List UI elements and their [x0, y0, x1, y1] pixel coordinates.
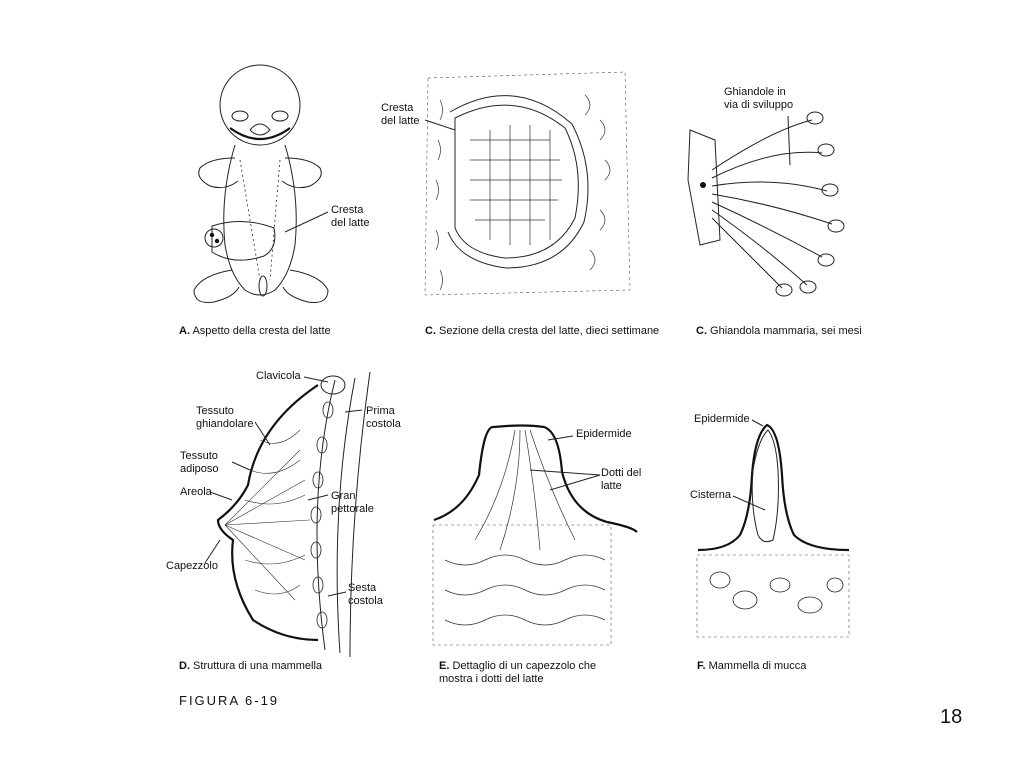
- caption-c-gland-text: Ghiandola mammaria, sei mesi: [707, 325, 862, 337]
- label-dotti-del-latte: Dotti del latte: [601, 467, 642, 492]
- caption-d-text: Struttura di una mammella: [190, 660, 323, 672]
- caption-a-letter: A.: [179, 325, 190, 337]
- caption-e-letter: E.: [439, 660, 450, 672]
- caption-c-section-text: Sezione della cresta del latte, dieci settimane: [436, 325, 660, 337]
- label-epidermide-e: Epidermide: [576, 428, 632, 440]
- caption-c-gland-letter: C.: [696, 325, 707, 337]
- caption-c-section-letter: C.: [425, 325, 436, 337]
- caption-f-letter: F.: [697, 660, 706, 672]
- label-cresta-del-latte-a: Cresta del latte: [331, 204, 370, 229]
- label-capezzolo: Capezzolo: [166, 560, 218, 572]
- label-areola: Areola: [180, 486, 212, 498]
- label-ghiandole-in-via-di-sviluppo: Ghiandole in via di sviluppo: [724, 86, 794, 111]
- label-cresta-del-latte-c: Cresta del latte: [381, 102, 420, 127]
- label-prima-costola: Prima costola: [366, 405, 401, 430]
- caption-f: [697, 660, 806, 673]
- page-number: 18: [940, 706, 963, 728]
- label-clavicola: Clavicola: [256, 370, 301, 382]
- label-cisterna: Cisterna: [690, 489, 731, 501]
- label-epidermide-f: Epidermide: [694, 413, 750, 425]
- caption-d-letter: D.: [179, 660, 190, 672]
- label-tessuto-adiposo: Tessuto adiposo: [180, 450, 219, 475]
- figure-number: FIGURA 6-19: [179, 693, 280, 708]
- label-gran-pettorale: Gran pettorale: [331, 490, 374, 515]
- caption-f-text: Mammella di mucca: [705, 660, 807, 672]
- label-tessuto-ghiandolare: Tessuto ghiandolare: [196, 405, 254, 430]
- caption-a-text: Aspetto della cresta del latte: [190, 325, 331, 337]
- caption-e-text: Dettaglio di un capezzolo che mostra i dotti del latte: [439, 660, 597, 685]
- label-sesta-costola: Sesta costola: [348, 582, 383, 607]
